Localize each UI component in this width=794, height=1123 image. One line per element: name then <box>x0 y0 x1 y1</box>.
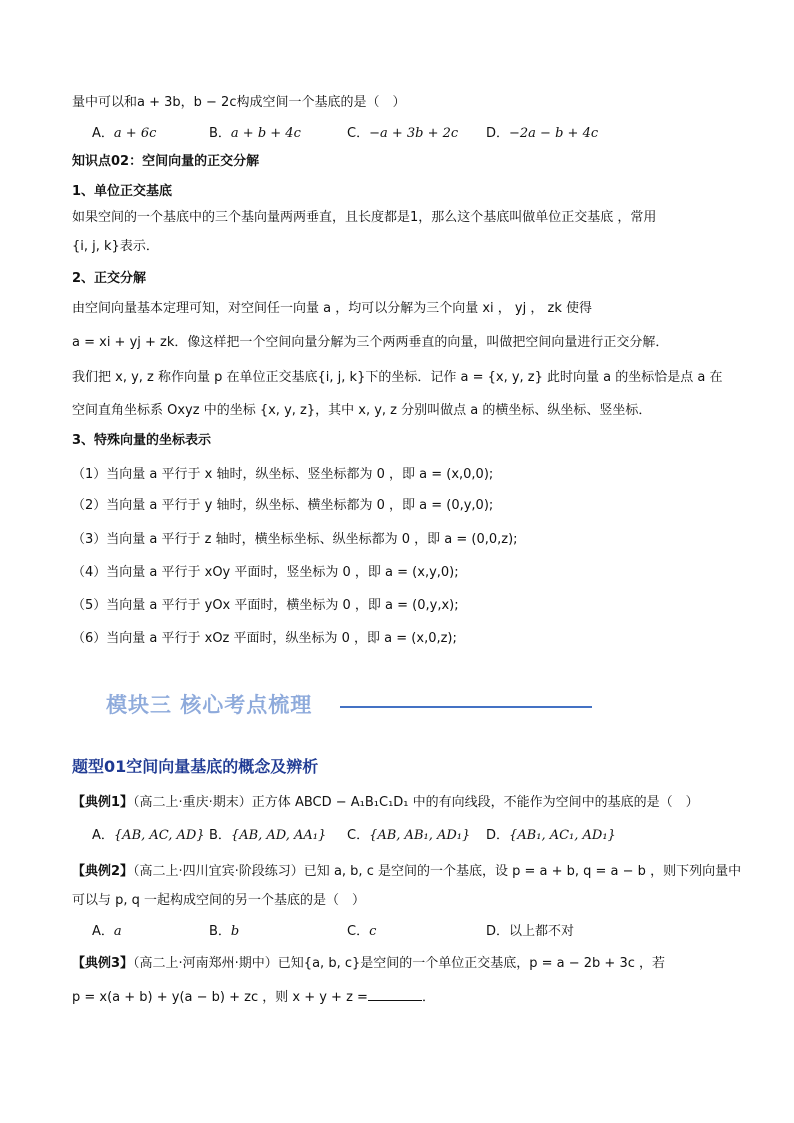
knowledge-point-title: 知识点02：空间向量的正交分解 <box>72 154 260 169</box>
example-text: （高二上·重庆·期末）正方体 ABCD − A₁B₁C₁D₁ 中的有向线段，不能作为空间中的基底的是（ ） <box>133 795 699 810</box>
subsection-title-orthogonal-decomposition: 2、正交分解 <box>72 271 147 286</box>
example-1 <box>72 794 699 812</box>
option-d: D．以上都不对 <box>486 924 575 939</box>
paragraph-line: {i, j, k}表示． <box>72 239 159 254</box>
paragraph-line: 我们把 x, y, z 称作向量 p 在单位正交基底{i, j, k}下的坐标．记作 a = {x, y, z} 此时向量 a 的坐标恰是点 a 在 <box>72 370 723 385</box>
special-vector-item: （5）当向量 a 平行于 yOx 平面时，横坐标为 0 ，即 a = (0,y,x); <box>72 598 459 613</box>
example-text: （高二上·河南郑州·期中）已知{a, b, c}是空间的一个单位正交基底，p = a − 2b + 3c ，若 <box>133 956 666 971</box>
example-3-line-2: p = x(a + b) + y(a − b) + zc ，则 x + y + z = ． <box>72 990 435 1005</box>
module-heading-rule <box>340 706 592 708</box>
paragraph-line: a = xi + yj + zk．像这样把一个空间向量分解为三个两两垂直的向量，叫做把空间向量进行正交分解． <box>72 335 669 350</box>
example-tag: 【典例2】 <box>72 864 134 879</box>
option-a: A．{AB, AC, AD} <box>92 828 205 843</box>
special-vector-item: （6）当向量 a 平行于 xOz 平面时，纵坐标为 0 ，即 a = (x,0,z); <box>72 631 457 646</box>
option-d: D．{AB₁, AC₁, AD₁} <box>486 828 616 843</box>
example-tag: 【典例3】 <box>72 956 134 971</box>
example-3 <box>72 955 665 973</box>
subsection-title-special-vectors: 3、特殊向量的坐标表示 <box>72 433 212 448</box>
example-2 <box>72 863 741 881</box>
example-text: （高二上·四川宜宾·阶段练习）已知 a, b, c 是空间的一个基底，设 p = a + b, q = a − b ，则下列向量中 <box>133 864 742 879</box>
special-vector-item: （4）当向量 a 平行于 xOy 平面时，竖坐标为 0 ，即 a = (x,y,0); <box>72 565 459 580</box>
option-c: C．c <box>347 924 377 939</box>
option-d: D．−2a − b + 4c <box>486 126 599 141</box>
paragraph-line: 空间直角坐标系 Oxyz 中的坐标 {x, y, z}，其中 x, y, z 分别叫做点 a 的横坐标、纵坐标、竖坐标． <box>72 403 652 418</box>
special-vector-item: （3）当向量 a 平行于 z 轴时，横坐标坐标、纵坐标都为 0 ，即 a = (0,0,z); <box>72 532 518 547</box>
option-b: B．b <box>209 924 240 939</box>
subsection-title-unit-basis: 1、单位正交基底 <box>72 184 173 199</box>
paragraph-line: 如果空间的一个基底中的三个基向量两两垂直，且长度都是1，那么这个基底叫做单位正交基底 ，常用 <box>72 210 657 225</box>
module-heading: 模块三 核心考点梳理 <box>106 692 313 717</box>
option-c: C．−a + 3b + 2c <box>347 126 459 141</box>
section-heading: 题型01空间向量基底的概念及辨析 <box>72 757 319 776</box>
question-stem-continuation: 量中可以和a + 3b，b − 2c构成空间一个基底的是（ ） <box>72 95 406 110</box>
answer-blank[interactable] <box>368 988 422 1001</box>
option-b: B．a + b + 4c <box>209 126 301 141</box>
option-a: A．a <box>92 924 122 939</box>
example-2-line-2: 可以与 p, q 一起构成空间的另一个基底的是（ ） <box>72 893 366 908</box>
special-vector-item: （1）当向量 a 平行于 x 轴时，纵坐标、竖坐标都为 0 ，即 a = (x,0,0); <box>72 467 494 482</box>
paragraph-line: 由空间向量基本定理可知，对空间任一向量 a ，均可以分解为三个向量 xi ， yj ， zk 使得 <box>72 301 592 316</box>
option-c: C．{AB, AB₁, AD₁} <box>347 828 471 843</box>
option-b: B．{AB, AD, AA₁} <box>209 828 327 843</box>
example-tag: 【典例1】 <box>72 795 134 810</box>
special-vector-item: （2）当向量 a 平行于 y 轴时，纵坐标、横坐标都为 0 ，即 a = (0,y,0); <box>72 498 494 513</box>
option-a: A．a + 6c <box>92 126 157 141</box>
